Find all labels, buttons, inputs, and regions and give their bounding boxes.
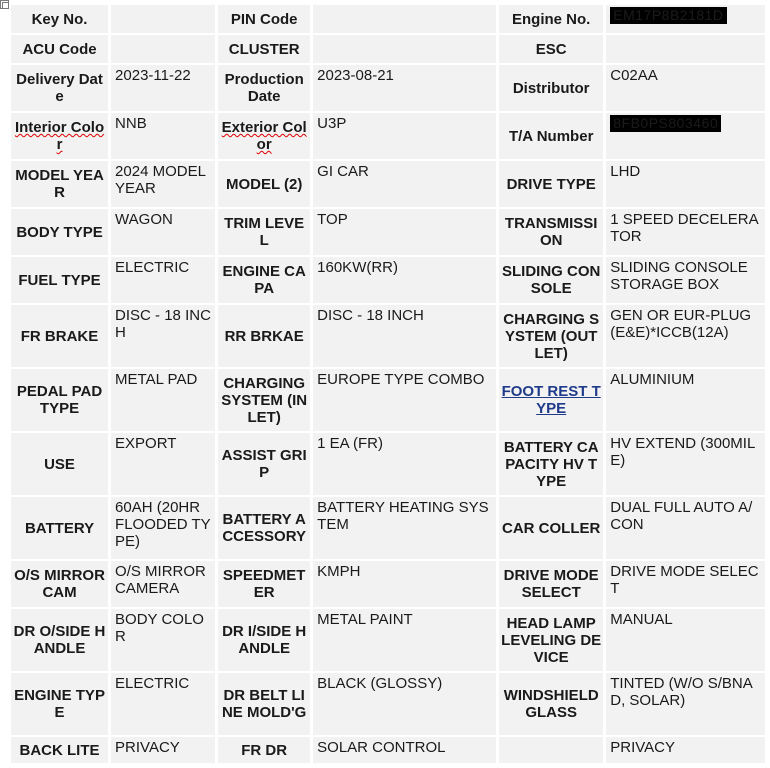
cell-value: [606, 737, 765, 763]
cell-label: [499, 5, 603, 33]
cell-label: [11, 609, 108, 671]
cell-text: TRIM LEVEL: [224, 215, 305, 249]
cell-label: [499, 497, 603, 559]
cell-value: [111, 369, 215, 431]
cell-text: DRIVE MODE SELECT: [503, 567, 599, 601]
table-row: [11, 561, 765, 607]
cell-label: [11, 305, 108, 367]
cell-value: [313, 65, 496, 111]
cell-label: [11, 737, 108, 763]
cell-text: TINTED (W/O S/BNAD, SOLAR): [610, 675, 753, 709]
cell-text: FR DR: [241, 741, 288, 759]
redacted-value: 8FB0PS803460: [610, 115, 721, 132]
cell-text: BACK LITE: [19, 741, 100, 759]
cell-text: Distributor: [512, 79, 590, 97]
cell-text: DRIVE MODE SELECT: [610, 563, 759, 597]
cell-label: [218, 5, 310, 33]
cell-text: ENGINE TYPE: [14, 687, 105, 721]
table-row: [11, 113, 765, 159]
cell-value: [606, 497, 765, 559]
cell-text: T/A Number: [508, 127, 594, 145]
cell-text: SPEEDMETER: [222, 567, 306, 601]
cell-value: [111, 161, 215, 207]
cell-value: [111, 561, 215, 607]
cell-text: DRIVE TYPE: [506, 175, 596, 193]
cell-text: Interior Color: [14, 119, 105, 153]
cell-value: [606, 673, 765, 735]
cell-text: DISC - 18 INCH: [115, 307, 211, 341]
cell-text: 2024 MODEL YEAR: [115, 163, 206, 197]
cell-text: FUEL TYPE: [18, 271, 101, 289]
cell-text: METAL PAD: [115, 371, 198, 388]
cell-label: [11, 161, 108, 207]
cell-text: 160KW(RR): [317, 259, 399, 276]
table-row: [11, 497, 765, 559]
cell-value: [313, 497, 496, 559]
cell-value: [606, 369, 765, 431]
cell-text: EXPORT: [115, 435, 177, 452]
cell-label: [499, 35, 603, 63]
cell-label: [218, 113, 310, 159]
cell-text: CHARGING SYSTEM (OUTLET): [503, 310, 600, 362]
table-move-handle[interactable]: [0, 0, 9, 9]
cell-value: [111, 305, 215, 367]
cell-label: [218, 609, 310, 671]
cell-text: BATTERY HEATING SYSTEM: [317, 499, 489, 533]
cell-text: O/S MIRROR CAMERA: [115, 563, 206, 597]
cell-value: [313, 673, 496, 735]
cell-label: [218, 673, 310, 735]
cell-value: [111, 113, 215, 159]
cell-label: [499, 369, 603, 431]
cell-value: [606, 209, 765, 255]
cell-text: SOLAR CONTROL: [317, 739, 446, 756]
cell-text: GEN OR EUR-PLUG(E&E)*ICCB(12A): [610, 307, 752, 341]
cell-text: CAR COLLER: [502, 519, 601, 537]
table-row: [11, 257, 765, 303]
cell-label: [499, 609, 603, 671]
cell-value: [313, 161, 496, 207]
table-row: [11, 369, 765, 431]
cell-text: ALUMINIUM: [610, 371, 695, 388]
cell-label: [218, 257, 310, 303]
cell-value: [606, 161, 765, 207]
cell-value: [111, 209, 215, 255]
cell-value: [111, 5, 215, 33]
cell-label: [11, 497, 108, 559]
cell-text: DUAL FULL AUTO A/CON: [610, 499, 753, 533]
cell-value: [111, 433, 215, 495]
cell-value: [111, 497, 215, 559]
table-row: [11, 737, 765, 763]
cell-label: [499, 65, 603, 111]
cell-text: SLIDING CONSOLE: [502, 263, 601, 297]
cell-text: 2023-08-21: [317, 67, 394, 84]
table-row: [11, 305, 765, 367]
cell-text: MODEL YEAR: [15, 167, 104, 201]
cell-text: O/S MIRROR CAM: [14, 567, 105, 601]
cell-label: [218, 35, 310, 63]
cell-text: Exterior Color: [221, 119, 307, 153]
cell-text: EUROPE TYPE COMBO: [317, 371, 485, 388]
cell-text: 1 EA (FR): [317, 435, 384, 452]
cell-text: 1 SPEED DECELERATOR: [610, 211, 759, 245]
cell-label: [499, 737, 603, 763]
table-row: [11, 609, 765, 671]
cell-text: C02AA: [610, 67, 658, 84]
cell-text: BATTERY: [24, 519, 95, 537]
cell-text: GI CAR: [317, 163, 369, 180]
cell-value: [313, 113, 496, 159]
cell-label: [499, 257, 603, 303]
cell-label: [218, 209, 310, 255]
cell-text: MODEL (2): [225, 175, 303, 193]
cell-label: [11, 113, 108, 159]
cell-label: [218, 65, 310, 111]
cell-text: BODY COLOR: [115, 611, 204, 645]
cell-value: [111, 673, 215, 735]
cell-label: [11, 5, 108, 33]
cell-text: FR BRAKE: [20, 327, 99, 345]
cell-label: [218, 161, 310, 207]
cell-value: [313, 561, 496, 607]
cell-value: [606, 433, 765, 495]
cell-text: WINDSHIELD GLASS: [503, 687, 599, 721]
cell-value: [313, 305, 496, 367]
cell-text: ASSIST GRIP: [221, 447, 307, 481]
cell-label: [499, 113, 603, 159]
cell-text: CLUSTER: [228, 40, 300, 58]
cell-label: [499, 305, 603, 367]
cell-label: [499, 209, 603, 255]
table-row: [11, 433, 765, 495]
cell-label: [499, 433, 603, 495]
cell-value: [111, 609, 215, 671]
cell-text: RR BRKAE: [224, 327, 304, 345]
cell-text: PEDAL PAD TYPE: [16, 383, 103, 417]
cell-label: [218, 561, 310, 607]
cell-text: BLACK (GLOSSY): [317, 675, 443, 692]
cell-text: LHD: [610, 163, 641, 180]
cell-text: HV EXTEND (300MILE): [610, 435, 756, 469]
cell-value: [606, 609, 765, 671]
cell-text: U3P: [317, 115, 347, 132]
cell-text: BATTERY CAPACITY HV TYPE: [503, 438, 599, 490]
table-row: [11, 209, 765, 255]
table-row: [11, 5, 765, 33]
cell-value: [111, 257, 215, 303]
cell-label: [499, 161, 603, 207]
cell-text: HEAD LAMP LEVELING DEVICE: [501, 614, 602, 666]
cell-label: [11, 209, 108, 255]
table-row: [11, 65, 765, 111]
cell-text: TRANSMISSION: [504, 215, 598, 249]
cell-text: METAL PAINT: [317, 611, 413, 628]
cell-value: [606, 113, 765, 159]
cell-text: KMPH: [317, 563, 361, 580]
cell-text: ACU Code: [22, 40, 97, 58]
spec-table-body: [11, 5, 765, 763]
cell-value: [313, 737, 496, 763]
cell-label: [218, 497, 310, 559]
cell-text: Engine No.: [512, 10, 591, 28]
cell-value: [606, 65, 765, 111]
cell-text: WAGON: [115, 211, 173, 228]
cell-label: [11, 65, 108, 111]
cell-label: [11, 257, 108, 303]
cell-label: [218, 433, 310, 495]
cell-value: [606, 561, 765, 607]
cell-value: [606, 257, 765, 303]
cell-label: [11, 561, 108, 607]
cell-text: DR BELT LINE MOLD'G: [221, 687, 307, 721]
cell-value: [606, 305, 765, 367]
table-row: [11, 161, 765, 207]
cell-value: [111, 737, 215, 763]
cell-text: CHARGING SYSTEM (INLET): [221, 374, 308, 426]
cell-text: Production Date: [224, 71, 304, 105]
cell-label: [11, 35, 108, 63]
cell-text: ELECTRIC: [115, 259, 190, 276]
vehicle-spec-table: [8, 3, 768, 765]
cell-text: USE: [44, 455, 75, 473]
cell-value: [606, 35, 765, 63]
cell-value: [313, 5, 496, 33]
cell-value: [313, 35, 496, 63]
redacted-value: EM17P8B2181D: [610, 7, 726, 24]
cell-label: [11, 369, 108, 431]
cell-value: [111, 65, 215, 111]
cell-label: [11, 673, 108, 735]
cell-text: DR I/SIDE HANDLE: [222, 623, 307, 657]
cell-text: DISC - 18 INCH: [317, 307, 424, 324]
cell-text: BATTERY ACCESSORY: [222, 511, 306, 545]
cell-text: FOOT REST TYPE: [501, 383, 601, 417]
cell-text: NNB: [115, 115, 147, 132]
cell-label: [11, 433, 108, 495]
cell-text: 2023-11-22: [115, 67, 191, 84]
cell-value: [313, 433, 496, 495]
cell-text: ESC: [535, 40, 567, 58]
cell-value: [313, 609, 496, 671]
cell-label: [218, 369, 310, 431]
cell-text: PRIVACY: [115, 739, 180, 756]
cell-text: ELECTRIC: [115, 675, 190, 692]
cell-text: ENGINE CAPA: [222, 263, 306, 297]
cell-value: [111, 35, 215, 63]
cell-label: [499, 673, 603, 735]
cell-text: TOP: [317, 211, 348, 228]
cell-text: Delivery Date: [16, 71, 103, 105]
table-row: [11, 35, 765, 63]
cell-label: [218, 737, 310, 763]
cell-text: DR O/SIDE HANDLE: [13, 623, 106, 657]
cell-text: BODY TYPE: [16, 223, 103, 241]
cell-text: SLIDING CONSOLE STORAGE BOX: [610, 259, 748, 293]
cell-label: [218, 305, 310, 367]
cell-text: PIN Code: [230, 10, 298, 28]
cell-label: [499, 561, 603, 607]
cell-text: 60AH (20HR FLOODED TYPE): [115, 499, 211, 550]
cell-value: [313, 209, 496, 255]
cell-value: [313, 369, 496, 431]
cell-value: [313, 257, 496, 303]
cell-value: [606, 5, 765, 33]
cell-text: MANUAL: [610, 611, 673, 628]
cell-text: Key No.: [31, 10, 88, 28]
table-row: [11, 673, 765, 735]
cell-text: PRIVACY: [610, 739, 675, 756]
